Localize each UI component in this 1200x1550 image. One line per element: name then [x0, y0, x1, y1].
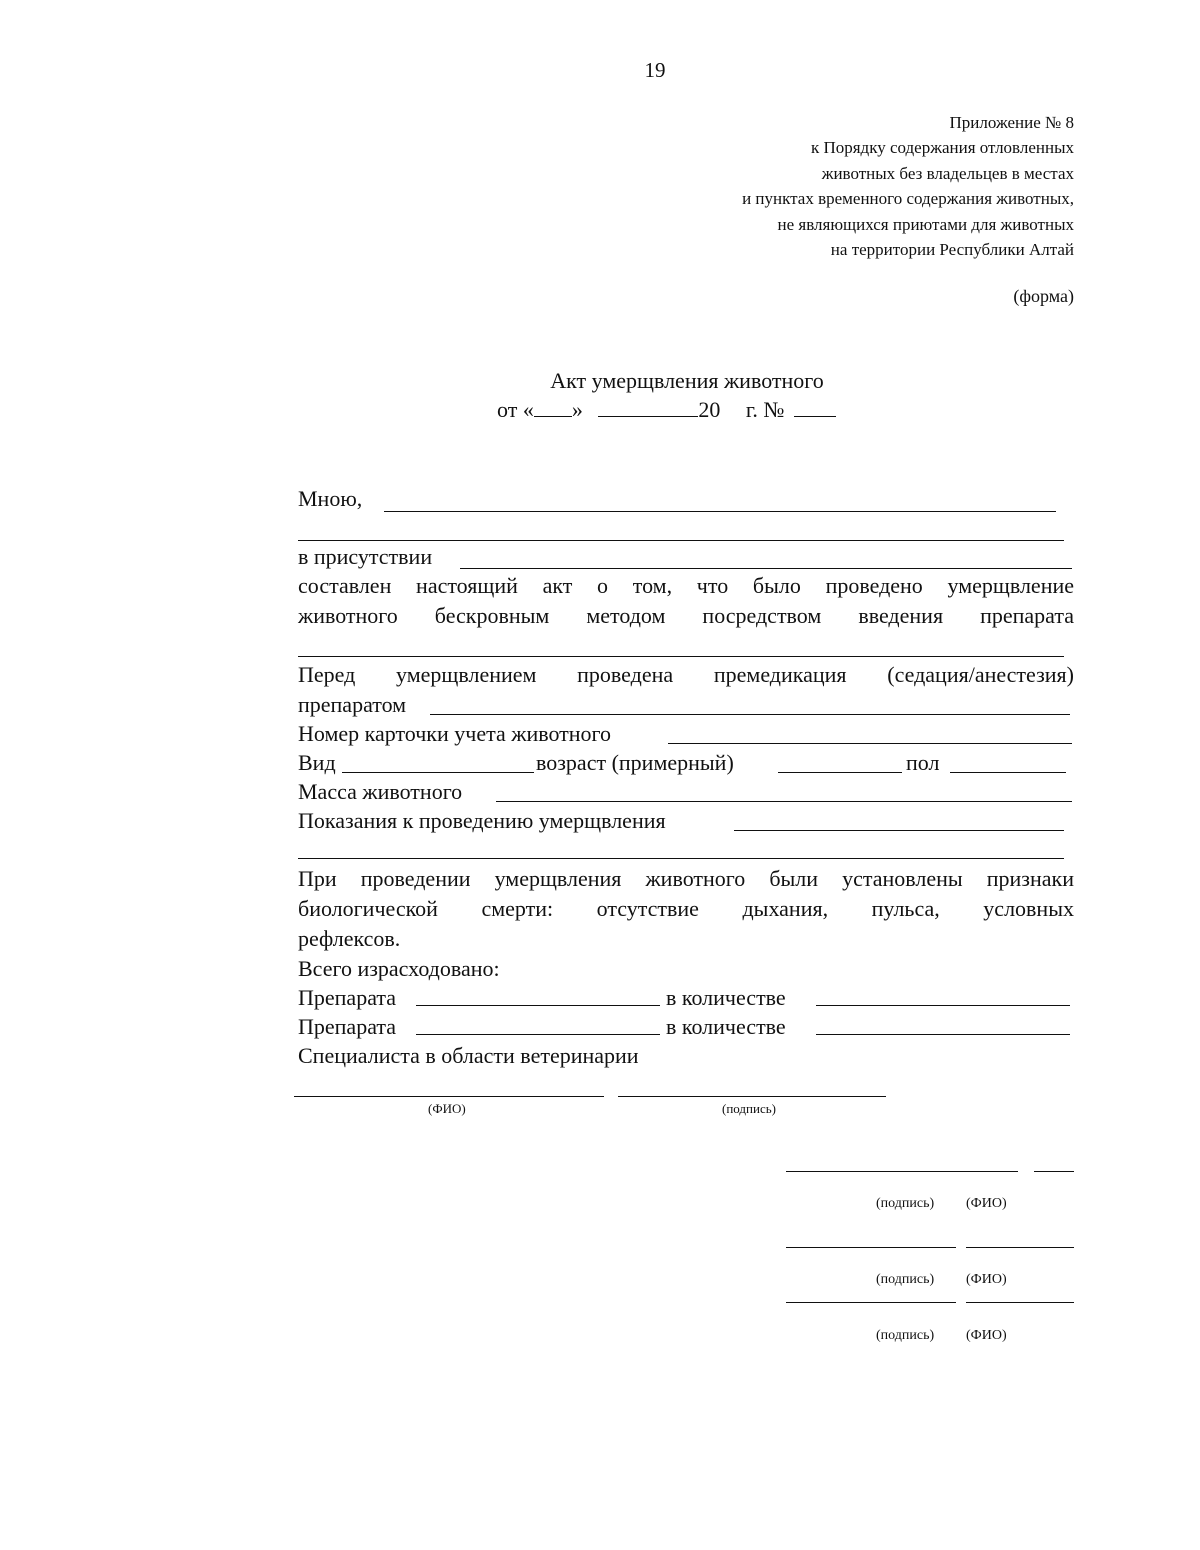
commission-sign-caption-1: (подпись) [876, 1196, 935, 1211]
presence-label: в присутствии [298, 544, 433, 569]
commission-sign-blank-3[interactable] [786, 1302, 956, 1303]
by-me-label: Мною, [298, 486, 363, 511]
commission-sign-blank-2[interactable] [786, 1247, 956, 1248]
quantity-blank-1[interactable] [816, 1005, 1070, 1006]
year-suffix: г. № [745, 397, 785, 422]
age-blank[interactable] [778, 772, 902, 773]
specialist-fio-blank[interactable] [294, 1096, 604, 1097]
commission-fio-caption-2: (ФИО) [966, 1272, 1007, 1287]
quantity-label-1: в количестве [666, 985, 786, 1010]
appendix-line: животных без владельцев в местах [821, 163, 1074, 183]
commission-sign-blank-1[interactable] [786, 1171, 1018, 1172]
signs-line-3: рефлексов. [298, 926, 401, 951]
date-quote-close: » [571, 397, 583, 422]
indications-blank-2[interactable] [298, 858, 1064, 859]
premed-blank[interactable] [430, 714, 1070, 715]
specialist-sign-blank[interactable] [618, 1096, 886, 1097]
act-text-line-1: составлен настоящий акт о том, что было проведено умерщвление [298, 573, 1074, 598]
appendix-line: к Порядку содержания отловленных [810, 138, 1074, 158]
card-number-blank[interactable] [668, 743, 1072, 744]
mass-label: Масса животного [298, 779, 463, 804]
commission-fio-blank-1[interactable] [1034, 1171, 1074, 1172]
document-title: Акт умерщвления животного [550, 368, 824, 393]
specialist-fio-caption: (ФИО) [428, 1101, 466, 1116]
appendix-line: на территории Республики Алтай [830, 240, 1074, 260]
commission-fio-caption-3: (ФИО) [966, 1328, 1007, 1343]
commission-fio-caption-1: (ФИО) [966, 1196, 1007, 1211]
appendix-line: и пунктах временного содержания животных, [742, 189, 1074, 209]
drug-name-blank-1[interactable] [416, 1005, 660, 1006]
quantity-blank-2[interactable] [816, 1034, 1070, 1035]
drug-blank[interactable] [298, 656, 1064, 657]
drug-name-blank-2[interactable] [416, 1034, 660, 1035]
signs-line-1: При проведении умерщвления животного были установлены признаки [298, 866, 1074, 891]
commission-sign-caption-2: (подпись) [876, 1272, 935, 1287]
age-label: возраст (примерный) [536, 750, 734, 775]
sex-label: пол [906, 750, 940, 775]
signs-line-2: биологической смерти: отсутствие дыхания, пульса, условных [298, 896, 1074, 921]
indications-blank[interactable] [734, 830, 1064, 831]
specialist-label: Специалиста в области ветеринарии [298, 1043, 639, 1068]
indications-label: Показания к проведению умерщвления [298, 808, 666, 833]
by-me-blank[interactable] [384, 511, 1056, 512]
date-line [497, 397, 836, 423]
commission-fio-blank-2[interactable] [966, 1247, 1074, 1248]
quantity-label-2: в количестве [666, 1014, 786, 1039]
presence-blank[interactable] [460, 568, 1072, 569]
appendix-line: не являющихся приютами для животных [777, 214, 1074, 234]
mass-blank[interactable] [496, 801, 1072, 802]
month-blank[interactable] [598, 398, 698, 417]
card-number-label: Номер карточки учета животного [298, 721, 612, 746]
by-me-blank-2[interactable] [298, 540, 1064, 541]
year-prefix: 20 [698, 397, 721, 422]
premed-line-1: Перед умерщвлением проведена премедикация (седация/анестезия) [298, 662, 1074, 687]
premed-label: препаратом [298, 692, 407, 717]
total-label: Всего израсходовано: [298, 956, 500, 981]
day-blank[interactable] [534, 398, 572, 417]
appendix-line: Приложение № 8 [949, 113, 1074, 132]
form-label: (форма) [1013, 286, 1074, 306]
commission-sign-caption-3: (подпись) [876, 1328, 935, 1343]
page-number: 19 [644, 58, 666, 82]
drug-label-1: Препарата [298, 985, 397, 1010]
commission-fio-blank-3[interactable] [966, 1302, 1074, 1303]
species-blank[interactable] [342, 772, 534, 773]
act-number-blank[interactable] [794, 398, 836, 417]
drug-label-2: Препарата [298, 1014, 397, 1039]
appendix-header [742, 110, 1074, 262]
specialist-sign-caption: (подпись) [722, 1101, 776, 1116]
year-gap [726, 399, 746, 417]
date-prefix: от « [497, 397, 534, 422]
species-label: Вид [298, 750, 336, 775]
sex-blank[interactable] [950, 772, 1066, 773]
act-text-line-2: животного бескровным методом посредством введения препарата [298, 603, 1074, 628]
